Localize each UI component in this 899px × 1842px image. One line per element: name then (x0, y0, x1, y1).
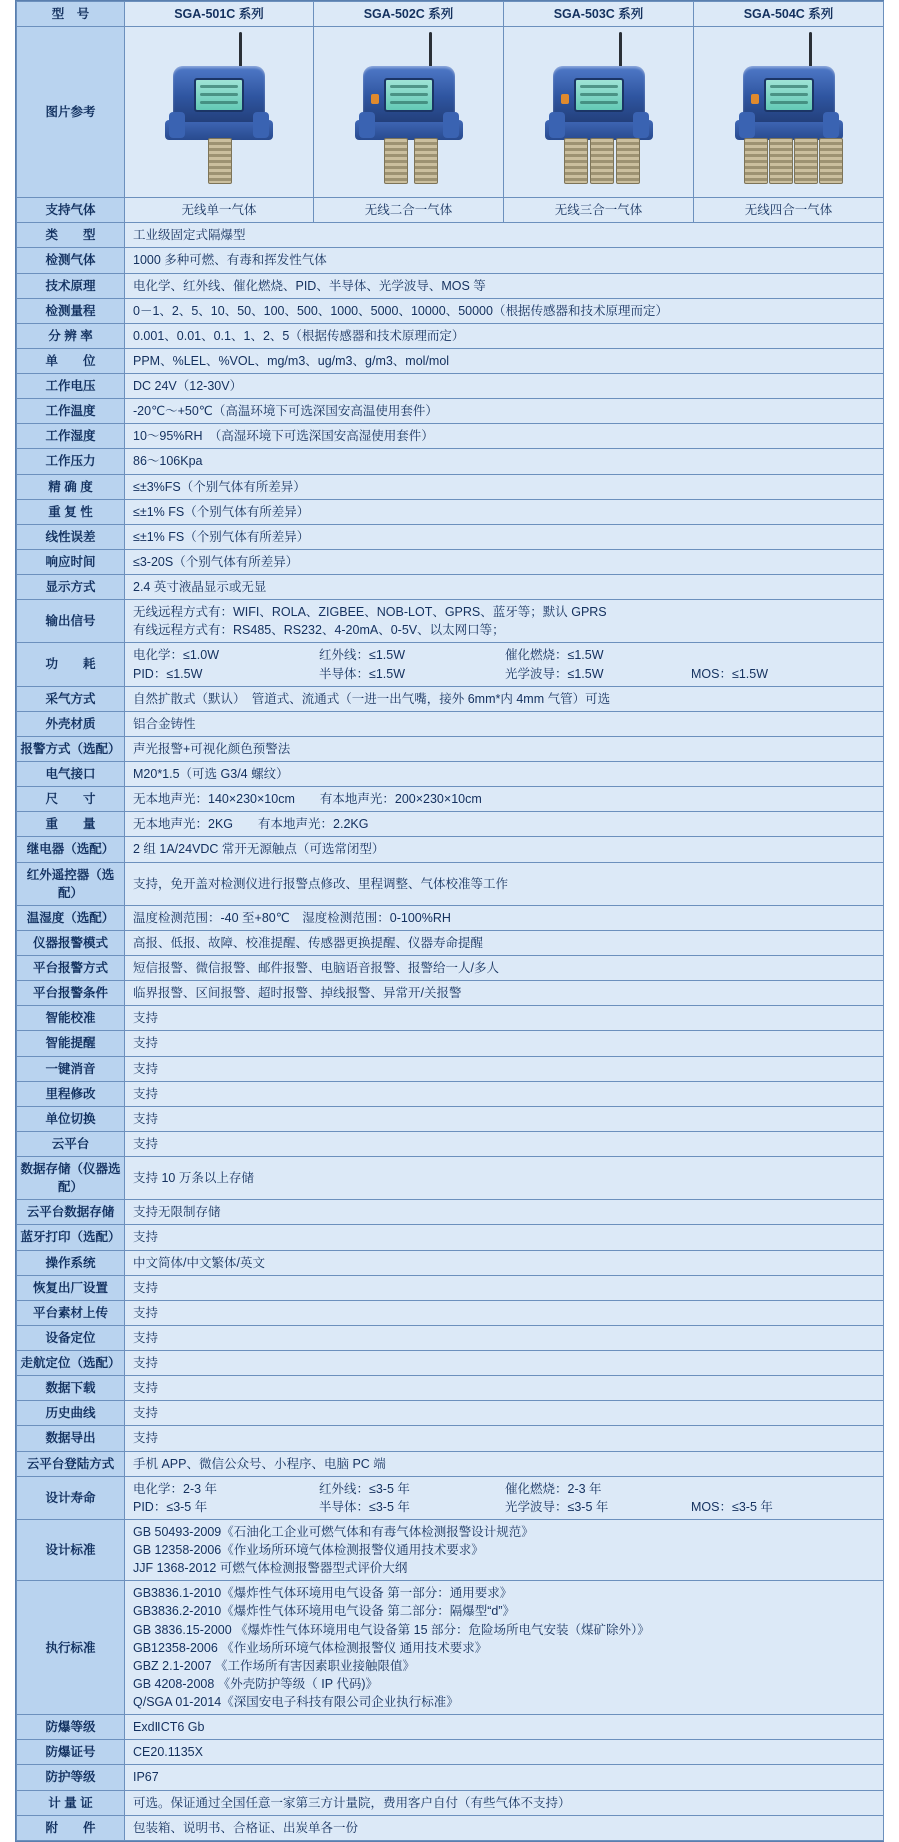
row-label: 响应时间 (17, 549, 125, 574)
row-label: 红外遥控器（选配） (17, 862, 125, 905)
row-value: 支持 (125, 1106, 884, 1131)
row-value: 包装箱、说明书、合格证、出炭单各一份 (125, 1815, 884, 1840)
table-row-images (17, 27, 884, 198)
power-pid: PID：≤1.5W (133, 666, 203, 681)
row-value: ≤3-20S（个别气体有所差异） (125, 549, 884, 574)
table-row (17, 1031, 884, 1056)
row-value: 无本地声光：140×230×10cm 有本地声光：200×230×10cm (125, 787, 884, 812)
row-label: 平台报警条件 (17, 981, 125, 1006)
row-value (125, 1476, 884, 1519)
gas-row-label: 支持气体 (17, 198, 125, 223)
output-line-2: 有线远程方式有：RS485、RS232、4-20mA、0-5V、以太网口等； (133, 623, 505, 638)
row-label: 功 耗 (17, 643, 125, 686)
table-row (17, 1376, 884, 1401)
row-label: 历史曲线 (17, 1401, 125, 1426)
row-label: 仪器报警模式 (17, 930, 125, 955)
table-row (17, 399, 884, 424)
row-value: ≤±1% FS（个别气体有所差异） (125, 524, 884, 549)
device-image-1 (125, 27, 314, 198)
gas-value-3: 无线三合一气体 (504, 198, 694, 223)
model-2: SGA-502C 系列 (314, 2, 504, 27)
row-label: 检测气体 (17, 248, 125, 273)
row-label: 防护等级 (17, 1765, 125, 1790)
row-label: 智能校准 (17, 1006, 125, 1031)
table-row (17, 1081, 884, 1106)
row-value: 支持 (125, 1275, 884, 1300)
row-value (125, 600, 884, 643)
row-label: 重 量 (17, 812, 125, 837)
table-row (17, 905, 884, 930)
row-label: 走航定位（选配） (17, 1351, 125, 1376)
table-row (17, 930, 884, 955)
row-value: PPM、%LEL、%VOL、mg/m3、ug/m3、g/m3、mol/mol (125, 348, 884, 373)
power-catalytic: 催化燃烧：≤1.5W (505, 648, 604, 663)
table-row (17, 1351, 884, 1376)
row-value: -20℃～+50℃（高温环境下可选深国安高温使用套件） (125, 399, 884, 424)
row-value: CE20.1135X (125, 1740, 884, 1765)
row-label: 技术原理 (17, 273, 125, 298)
design-std-line-2: GB 12358-2006《作业场所环境气体检测报警仪通用技术要求》 (133, 1543, 484, 1557)
row-value: 支持 (125, 1351, 884, 1376)
row-value: 短信报警、微信报警、邮件报警、电脑语音报警、报警给一人/多人 (125, 956, 884, 981)
row-value: 支持 (125, 1325, 884, 1350)
row-label: 数据下载 (17, 1376, 125, 1401)
output-line-1: 无线远程方式有：WIFI、ROLA、ZIGBEE、NOB-LOT、GPRS、蓝牙等；默认 GPRS (133, 605, 607, 620)
row-label: 工作压力 (17, 449, 125, 474)
row-label: 平台报警方式 (17, 956, 125, 981)
table-row (17, 787, 884, 812)
row-value: 支持 (125, 1081, 884, 1106)
row-value: 手机 APP、微信公众号、小程序、电脑 PC 端 (125, 1451, 884, 1476)
row-label: 设备定位 (17, 1325, 125, 1350)
row-label: 检测量程 (17, 298, 125, 323)
row-label: 工作温度 (17, 399, 125, 424)
row-value: 无本地声光：2KG 有本地声光：2.2KG (125, 812, 884, 837)
row-label: 设计标准 (17, 1519, 125, 1580)
table-row (17, 499, 884, 524)
row-value: 高报、低报、故障、校准提醒、传感器更换提醒、仪器寿命提醒 (125, 930, 884, 955)
table-row-design-standard (17, 1519, 884, 1580)
power-semiconductor: 半导体：≤1.5W (319, 666, 406, 681)
table-row (17, 348, 884, 373)
table-row (17, 1426, 884, 1451)
row-value: 10～95%RH （高湿环境下可选深国安高湿使用套件） (125, 424, 884, 449)
table-row-gas (17, 198, 884, 223)
power-mos: MOS：≤1.5W (691, 666, 769, 681)
table-row (17, 1200, 884, 1225)
row-value: 支持 (125, 1131, 884, 1156)
exec-std-line-3: GB 3836.15-2000 《爆炸性气体环境用电气设备第 15 部分：危险场所电气安装（煤矿除外）》 (133, 1622, 650, 1637)
row-value: 临界报警、区间报警、超时报警、掉线报警、异常开/关报警 (125, 981, 884, 1006)
model-1: SGA-501C 系列 (125, 2, 314, 27)
table-row (17, 298, 884, 323)
row-label: 数据存储（仪器选配） (17, 1157, 125, 1200)
table-row (17, 374, 884, 399)
row-label: 尺 寸 (17, 787, 125, 812)
table-row-output (17, 600, 884, 643)
row-value (125, 1581, 884, 1715)
row-label: 平台素材上传 (17, 1300, 125, 1325)
power-infrared: 红外线：≤1.5W (319, 648, 406, 663)
row-value: 支持 (125, 1376, 884, 1401)
table-row (17, 575, 884, 600)
table-row (17, 812, 884, 837)
gas-value-2: 无线二合一气体 (314, 198, 504, 223)
table-row (17, 956, 884, 981)
row-value: 声光报警+可视化颜色预警法 (125, 736, 884, 761)
table-row (17, 981, 884, 1006)
spec-table (16, 1, 884, 1841)
model-3: SGA-503C 系列 (504, 2, 694, 27)
table-row (17, 837, 884, 862)
power-blank (691, 646, 877, 664)
table-row-life (17, 1476, 884, 1519)
row-value: 2 组 1A/24VDC 常开无源触点（可选常闭型） (125, 837, 884, 862)
row-value (125, 1519, 884, 1580)
table-row (17, 736, 884, 761)
row-value: 支持 (125, 1031, 884, 1056)
table-row (17, 1131, 884, 1156)
row-label: 数据导出 (17, 1426, 125, 1451)
power-optical: 光学波导：≤1.5W (505, 666, 604, 681)
row-value: 中文简体/中文繁体/英文 (125, 1250, 884, 1275)
gas-value-4: 无线四合一气体 (694, 198, 884, 223)
table-row (17, 474, 884, 499)
table-row (17, 1740, 884, 1765)
table-row-exec-standard (17, 1581, 884, 1715)
table-row (17, 524, 884, 549)
life-optical: 光学波导：≤3-5 年 (505, 1499, 609, 1514)
row-label: 执行标准 (17, 1581, 125, 1715)
life-catalytic: 催化燃烧：2-3 年 (505, 1481, 602, 1496)
device-image-3 (504, 27, 694, 198)
row-label: 恢复出厂设置 (17, 1275, 125, 1300)
gas-value-1: 无线单一气体 (125, 198, 314, 223)
device-image-4 (694, 27, 884, 198)
row-value: 0－1、2、5、10、50、100、500、1000、5000、10000、50000（根据传感器和技术原理而定） (125, 298, 884, 323)
table-row (17, 1275, 884, 1300)
model-4: SGA-504C 系列 (694, 2, 884, 27)
row-label: 显示方式 (17, 575, 125, 600)
spec-sheet (15, 0, 884, 1842)
row-label: 防爆等级 (17, 1715, 125, 1740)
row-value: 1000 多种可燃、有毒和挥发性气体 (125, 248, 884, 273)
row-label: 附 件 (17, 1815, 125, 1840)
life-semiconductor: 半导体：≤3-5 年 (319, 1499, 410, 1514)
exec-std-line-4: GB12358-2006 《作业场所环境气体检测报警仪 通用技术要求》 (133, 1640, 488, 1655)
row-value: 0.001、0.01、0.1、1、2、5（根据传感器和技术原理而定） (125, 323, 884, 348)
table-row (17, 248, 884, 273)
row-label: 云平台 (17, 1131, 125, 1156)
row-label: 工作湿度 (17, 424, 125, 449)
row-value: 支持，免开盖对检测仪进行报警点修改、里程调整、气体校准等工作 (125, 862, 884, 905)
row-label: 云平台登陆方式 (17, 1451, 125, 1476)
table-row (17, 1715, 884, 1740)
row-label: 外壳材质 (17, 711, 125, 736)
table-row-power (17, 643, 884, 686)
table-row (17, 1106, 884, 1131)
table-row (17, 1006, 884, 1031)
design-std-line-3: JJF 1368-2012 可燃气体检测报警器型式评价大纲 (133, 1561, 408, 1576)
row-value: IP67 (125, 1765, 884, 1790)
exec-std-line-7: Q/SGA 01-2014《深国安电子科技有限公司企业执行标准》 (133, 1695, 459, 1709)
row-label: 单位切换 (17, 1106, 125, 1131)
row-value: 支持 (125, 1401, 884, 1426)
table-row (17, 1157, 884, 1200)
table-row (17, 424, 884, 449)
row-label: 工作电压 (17, 374, 125, 399)
row-label: 报警方式（选配） (17, 736, 125, 761)
device-image-2 (314, 27, 504, 198)
row-label: 重 复 性 (17, 499, 125, 524)
exec-std-line-2: GB3836.2-2010《爆炸性气体环境用电气设备 第二部分：隔爆型“d”》 (133, 1604, 516, 1619)
row-value: DC 24V（12-30V） (125, 374, 884, 399)
row-label: 蓝牙打印（选配） (17, 1225, 125, 1250)
row-value: 2.4 英寸液晶显示或无显 (125, 575, 884, 600)
row-value: 支持 (125, 1056, 884, 1081)
power-electrochem: 电化学：≤1.0W (133, 648, 220, 663)
row-label: 智能提醒 (17, 1031, 125, 1056)
row-label: 分 辨 率 (17, 323, 125, 348)
row-label: 线性误差 (17, 524, 125, 549)
exec-std-line-6: GB 4208-2008 《外壳防护等级（ IP 代码)》 (133, 1676, 378, 1691)
row-value: ≤±1% FS（个别气体有所差异） (125, 499, 884, 524)
row-value: 支持 (125, 1225, 884, 1250)
row-value: ExdⅡCT6 Gb (125, 1715, 884, 1740)
row-value: 铝合金铸性 (125, 711, 884, 736)
row-value: M20*1.5（可选 G3/4 螺纹） (125, 762, 884, 787)
row-label: 单 位 (17, 348, 125, 373)
design-std-line-1: GB 50493-2009《石油化工企业可燃气体和有毒气体检测报警设计规范》 (133, 1524, 534, 1539)
row-label: 电气接口 (17, 762, 125, 787)
row-value (125, 643, 884, 686)
row-value: 支持 (125, 1300, 884, 1325)
row-label: 温湿度（选配） (17, 905, 125, 930)
header-model-label: 型 号 (17, 2, 125, 27)
row-label: 操作系统 (17, 1250, 125, 1275)
row-value: 温度检测范围：-40 至+80℃ 湿度检测范围：0-100%RH (125, 905, 884, 930)
exec-std-line-5: GBZ 2.1-2007 《工作场所有害因素职业接触限值》 (133, 1658, 415, 1673)
table-row (17, 323, 884, 348)
table-row (17, 762, 884, 787)
row-value: 支持无限制存储 (125, 1200, 884, 1225)
row-label: 计 量 证 (17, 1790, 125, 1815)
table-row (17, 862, 884, 905)
row-value: 电化学、红外线、催化燃烧、PID、半导体、光学波导、MOS 等 (125, 273, 884, 298)
row-value: 86～106Kpa (125, 449, 884, 474)
table-row (17, 273, 884, 298)
table-row (17, 1451, 884, 1476)
table-row (17, 686, 884, 711)
row-value: 自然扩散式（默认） 管道式、流通式（一进一出气嘴，接外 6mm*内 4mm 气管）可选 (125, 686, 884, 711)
table-row (17, 1815, 884, 1840)
table-row (17, 1056, 884, 1081)
row-label: 设计寿命 (17, 1476, 125, 1519)
table-row-header (17, 2, 884, 27)
table-row (17, 711, 884, 736)
row-value: 可选。保证通过全国任意一家第三方计量院，费用客户自付（有些气体不支持） (125, 1790, 884, 1815)
row-value: 支持 10 万条以上存储 (125, 1157, 884, 1200)
row-value: 支持 (125, 1426, 884, 1451)
table-row (17, 1300, 884, 1325)
row-label: 里程修改 (17, 1081, 125, 1106)
table-row (17, 1765, 884, 1790)
image-row-label: 图片参考 (17, 27, 125, 198)
row-label: 精 确 度 (17, 474, 125, 499)
table-row (17, 1225, 884, 1250)
row-value: 支持 (125, 1006, 884, 1031)
table-row (17, 549, 884, 574)
row-label: 类 型 (17, 223, 125, 248)
table-row (17, 449, 884, 474)
row-label: 防爆证号 (17, 1740, 125, 1765)
life-infrared: 红外线：≤3-5 年 (319, 1481, 410, 1496)
table-row (17, 223, 884, 248)
row-value: ≤±3%FS（个别气体有所差异） (125, 474, 884, 499)
table-row (17, 1325, 884, 1350)
row-label: 继电器（选配） (17, 837, 125, 862)
row-label: 输出信号 (17, 600, 125, 643)
table-row (17, 1401, 884, 1426)
row-label: 云平台数据存储 (17, 1200, 125, 1225)
exec-std-line-1: GB3836.1-2010《爆炸性气体环境用电气设备 第一部分：通用要求》 (133, 1586, 513, 1601)
table-row (17, 1250, 884, 1275)
life-mos: MOS：≤3-5 年 (691, 1499, 773, 1514)
row-label: 采气方式 (17, 686, 125, 711)
life-blank (691, 1480, 877, 1498)
row-label: 一键消音 (17, 1056, 125, 1081)
row-value: 工业级固定式隔爆型 (125, 223, 884, 248)
table-row (17, 1790, 884, 1815)
life-pid: PID：≤3-5 年 (133, 1499, 208, 1514)
life-electrochem: 电化学：2-3 年 (133, 1481, 218, 1496)
